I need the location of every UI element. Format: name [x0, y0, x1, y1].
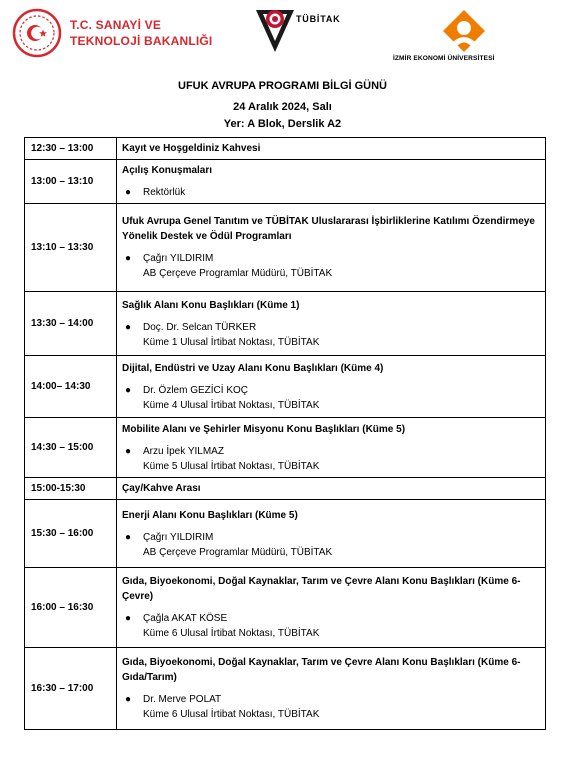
agenda-row — [25, 418, 546, 478]
agenda-time: 13:10 – 13:30 — [25, 204, 117, 292]
speaker — [122, 530, 541, 560]
agenda-time: 16:30 – 17:00 — [25, 648, 117, 730]
ministry-logo — [12, 8, 213, 58]
session-title: Açılış Konuşmaları — [122, 165, 213, 176]
agenda-time: 14:00– 14:30 — [25, 356, 117, 418]
ministry-name-line2: TEKNOLOJİ BAKANLIĞI — [70, 34, 213, 48]
speaker-name: Çağrı YILDIRIM — [143, 253, 214, 264]
speaker-name: Rektörlük — [143, 187, 186, 198]
agenda-row — [25, 648, 546, 730]
speaker-name: Çağrı YILDIRIM — [143, 531, 214, 543]
event-location: Yer: A Blok, Derslik A2 — [223, 118, 342, 130]
agenda-session — [117, 292, 546, 356]
tubitak-emblem-icon — [252, 2, 298, 54]
speaker — [122, 185, 541, 200]
agenda-session — [117, 418, 546, 478]
agenda-time: 15:30 – 16:00 — [25, 500, 117, 568]
bullet-icon: ● — [125, 694, 132, 705]
ministry-seal-icon — [12, 8, 62, 58]
speaker-role: AB Çerçeve Programlar Müdürü, TÜBİTAK — [143, 546, 333, 558]
session-title: Kayıt ve Hoşgeldiniz Kahvesi — [122, 143, 261, 154]
session-title: Ufuk Avrupa Genel Tanıtım ve TÜBİTAK Uluslararası İşbirliklerine Katılımı Özendirmeye — [122, 216, 535, 227]
speaker — [122, 692, 541, 722]
event-title: UFUK AVRUPA PROGRAMI BİLGİ GÜNÜ — [178, 80, 387, 92]
speaker-name: Çağla AKAT KÖSE — [143, 613, 228, 624]
agenda-session — [117, 500, 546, 568]
tubitak-wordmark: TÜBİTAK — [296, 14, 341, 24]
logo-bar — [0, 0, 565, 70]
agenda-row — [25, 568, 546, 648]
speaker — [122, 251, 541, 281]
agenda-row — [25, 160, 546, 204]
speaker-role: Küme 5 Ulusal İrtibat Noktası, TÜBİTAK — [143, 460, 320, 472]
agenda-session — [117, 138, 546, 160]
agenda-row — [25, 292, 546, 356]
bullet-icon: ● — [125, 384, 132, 396]
session-title: Mobilite Alanı ve Şehirler Misyonu Konu Başlıkları (Küme 5) — [122, 423, 406, 435]
speaker-name: Arzu İpek YILMAZ — [143, 445, 224, 457]
agenda-row — [25, 138, 546, 160]
agenda-session — [117, 356, 546, 418]
agenda-time: 16:00 – 16:30 — [25, 568, 117, 648]
event-date: 24 Aralık 2024, Salı — [233, 101, 332, 113]
session-title: Yönelik Destek ve Ödül Programları — [122, 231, 292, 242]
agenda-time: 13:00 – 13:10 — [25, 160, 117, 204]
session-title: Enerji Alanı Konu Başlıkları (Küme 5) — [122, 509, 298, 521]
session-title: Gıda/Tarım) — [122, 672, 177, 683]
speaker — [122, 320, 541, 350]
speaker-role: Küme 6 Ulusal İrtibat Noktası, TÜBİTAK — [143, 628, 320, 639]
bullet-icon: ● — [125, 253, 132, 264]
speaker-role: Küme 1 Ulusal İrtibat Noktası, TÜBİTAK — [143, 336, 320, 348]
ministry-name-line1: T.C. SANAYİ VE — [70, 18, 162, 32]
bullet-icon: ● — [125, 187, 132, 198]
tubitak-logo — [252, 2, 352, 57]
speaker-name: Dr. Merve POLAT — [143, 694, 222, 705]
agenda-row — [25, 356, 546, 418]
speaker-name: Dr. Özlem GEZİCİ KOÇ — [143, 384, 249, 396]
session-title: Çay/Kahve Arası — [122, 483, 201, 494]
agenda-row — [25, 478, 546, 500]
session-title: Dijital, Endüstri ve Uzay Alanı Konu Başlıkları (Küme 4) — [122, 362, 384, 374]
speaker — [122, 383, 541, 413]
agenda-time: 14:30 – 15:00 — [25, 418, 117, 478]
session-title: Gıda, Biyoekonomi, Doğal Kaynaklar, Tarım ve Çevre Alanı Konu Başlıkları (Küme 6- — [122, 576, 521, 587]
agenda-session — [117, 478, 546, 500]
agenda-session — [117, 204, 546, 292]
agenda-time: 13:30 – 14:00 — [25, 292, 117, 356]
agenda-table — [24, 137, 546, 730]
agenda-time: 12:30 – 13:00 — [25, 138, 117, 160]
agenda-time: 15:00-15:30 — [25, 478, 117, 500]
bullet-icon: ● — [125, 321, 132, 333]
speaker — [122, 611, 541, 641]
speaker-role: AB Çerçeve Programlar Müdürü, TÜBİTAK — [143, 268, 333, 279]
bullet-icon: ● — [125, 613, 132, 624]
agenda-row — [25, 204, 546, 292]
agenda-row — [25, 500, 546, 568]
speaker-role: Küme 6 Ulusal İrtibat Noktası, TÜBİTAK — [143, 709, 320, 720]
agenda-session — [117, 648, 546, 730]
session-title: Sağlık Alanı Konu Başlıkları (Küme 1) — [122, 299, 300, 311]
session-title: Gıda, Biyoekonomi, Doğal Kaynaklar, Tarım ve Çevre Alanı Konu Başlıkları (Küme 6- — [122, 657, 521, 668]
university-logo — [393, 8, 553, 63]
speaker-role: Küme 4 Ulusal İrtibat Noktası, TÜBİTAK — [143, 399, 320, 411]
university-emblem-icon — [441, 8, 487, 54]
university-wordmark: İZMİR EKONOMİ ÜNİVERSİTESİ — [393, 55, 495, 62]
bullet-icon: ● — [125, 531, 132, 543]
agenda-session — [117, 160, 546, 204]
bullet-icon: ● — [125, 445, 132, 457]
speaker-name: Doç. Dr. Selcan TÜRKER — [143, 321, 257, 333]
speaker — [122, 444, 541, 474]
session-title: Çevre) — [122, 591, 154, 602]
agenda-session — [117, 568, 546, 648]
